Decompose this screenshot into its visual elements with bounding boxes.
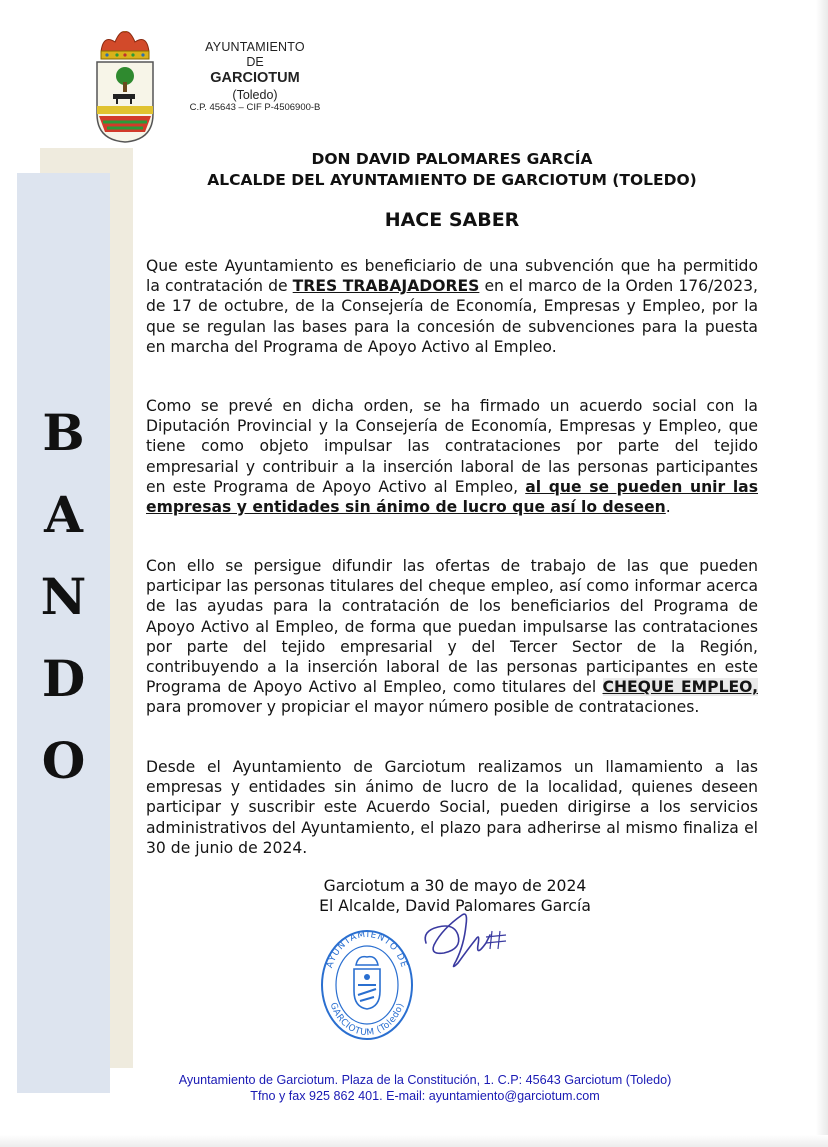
svg-text:GARCIOTUM (Toledo) [328,1001,407,1038]
page-bottom-shadow [0,1135,828,1147]
paragraph-1-text-a: Que este Ayuntamiento es beneficiario de una subvención que ha permitido la contratación de [146,257,758,296]
letterhead-province: (Toledo) [232,88,278,102]
highlight-tres-trabajadores: TRES TRABAJADORES [292,277,480,296]
seal-text-top: AYUNTAMIENTO DE [325,929,409,970]
bando-letter: D [41,649,86,708]
paragraph-3-text-c: para promover y propiciar el mayor número posible de contrataciones. [146,698,700,717]
paragraph-2-text-a: Como se prevé en dicha orden, se ha firmado un acuerdo social con la Diputación Provincial y la Consejería de Economía, Empresas y Empleo, que tiene como objeto impulsar las contrataciones por parte del tejido empresarial y contribuir a la inserción laboral de las personas participantes en este Programa de Apoyo Activo al Empleo, [146,397,758,496]
footer-address: Ayuntamiento de Garciotum. Plaza de la Constitución, 1. C.P: 45643 Garciotum (Toledo) [178,1073,672,1087]
paragraph-2 [146,396,758,517]
letterhead-cif: C.P. 45643 – CIF P-4506900-B [189,102,321,113]
paragraph-3 [146,556,758,718]
highlight-cheque-empleo: CHEQUE EMPLEO, [602,678,758,697]
letterhead-town-name: GARCIOTUM [210,70,300,86]
seal-text-bottom: GARCIOTUM (Toledo) [327,1001,407,1039]
bando-letter: N [40,567,87,626]
signer-name: El Alcalde, David Palomares García [319,897,591,915]
coat-of-arms-icon [93,22,157,144]
mayor-name: DON DAVID PALOMARES GARCÍA [311,150,593,168]
letterhead-line-2: DE [246,55,264,69]
bando-vertical-title [17,392,110,802]
place-and-date: Garciotum a 30 de mayo de 2024 [323,877,587,895]
highlight-invitation: al que se pueden unir las empresas y entidades sin ánimo de lucro que así lo deseen [146,477,758,517]
paragraph-4: Desde el Ayuntamiento de Garciotum realizamos un llamamiento a las empresas y entidades sin ánimo de lucro de la localidad, quienes deseen participar y suscribir este Acuerdo Social, pueden dirigirse a los servicios administrativos del Ayuntamiento, el plazo para adherirse al mismo finaliza el 30 de junio de 2024. [146,758,758,857]
letterhead [170,40,340,114]
bando-letter: A [44,485,83,544]
document-title: HACE SABER [384,209,520,231]
page-edge-shadow [816,0,828,1147]
letterhead-line-1: AYUNTAMIENTO [205,40,305,54]
svg-text:AYUNTAMIENTO DE [325,930,409,970]
municipal-seal-icon [318,925,416,1043]
handwritten-signature [420,905,530,975]
paragraph-1-text-c: en el marco de la Orden 176/2023, de 17 de octubre, de la Consejería de Economía, Empresas y Empleo, por la que se regulan las bases para la concesión de subvenciones para la puesta en marcha del Programa de Apoyo Activo al Empleo. [146,277,758,356]
mayor-title: ALCALDE DEL AYUNTAMIENTO DE GARCIOTUM (TOLEDO) [207,171,697,189]
bando-letter: B [42,403,85,462]
footer-contact: Tfno y fax 925 862 401. E-mail: ayuntamiento@garciotum.com [250,1089,600,1103]
paragraph-2-text-c: . [665,498,671,517]
paragraph-1 [146,256,758,357]
bando-letter: O [41,731,86,790]
paragraph-3-text-a: Con ello se persigue difundir las ofertas de trabajo de las que pueden participar las personas titulares del cheque empleo, así como informar acerca de las ayudas para la contratación de los beneficiarios del Programa de Apoyo Activo al Empleo, de forma que puedan impulsarse las contrataciones por parte del tejido empresarial y del Tercer Sector de la Región, contribuyendo a la inserción laboral de las personas participantes en este Programa de Apoyo Activo al Empleo, como titulares del [146,557,758,697]
